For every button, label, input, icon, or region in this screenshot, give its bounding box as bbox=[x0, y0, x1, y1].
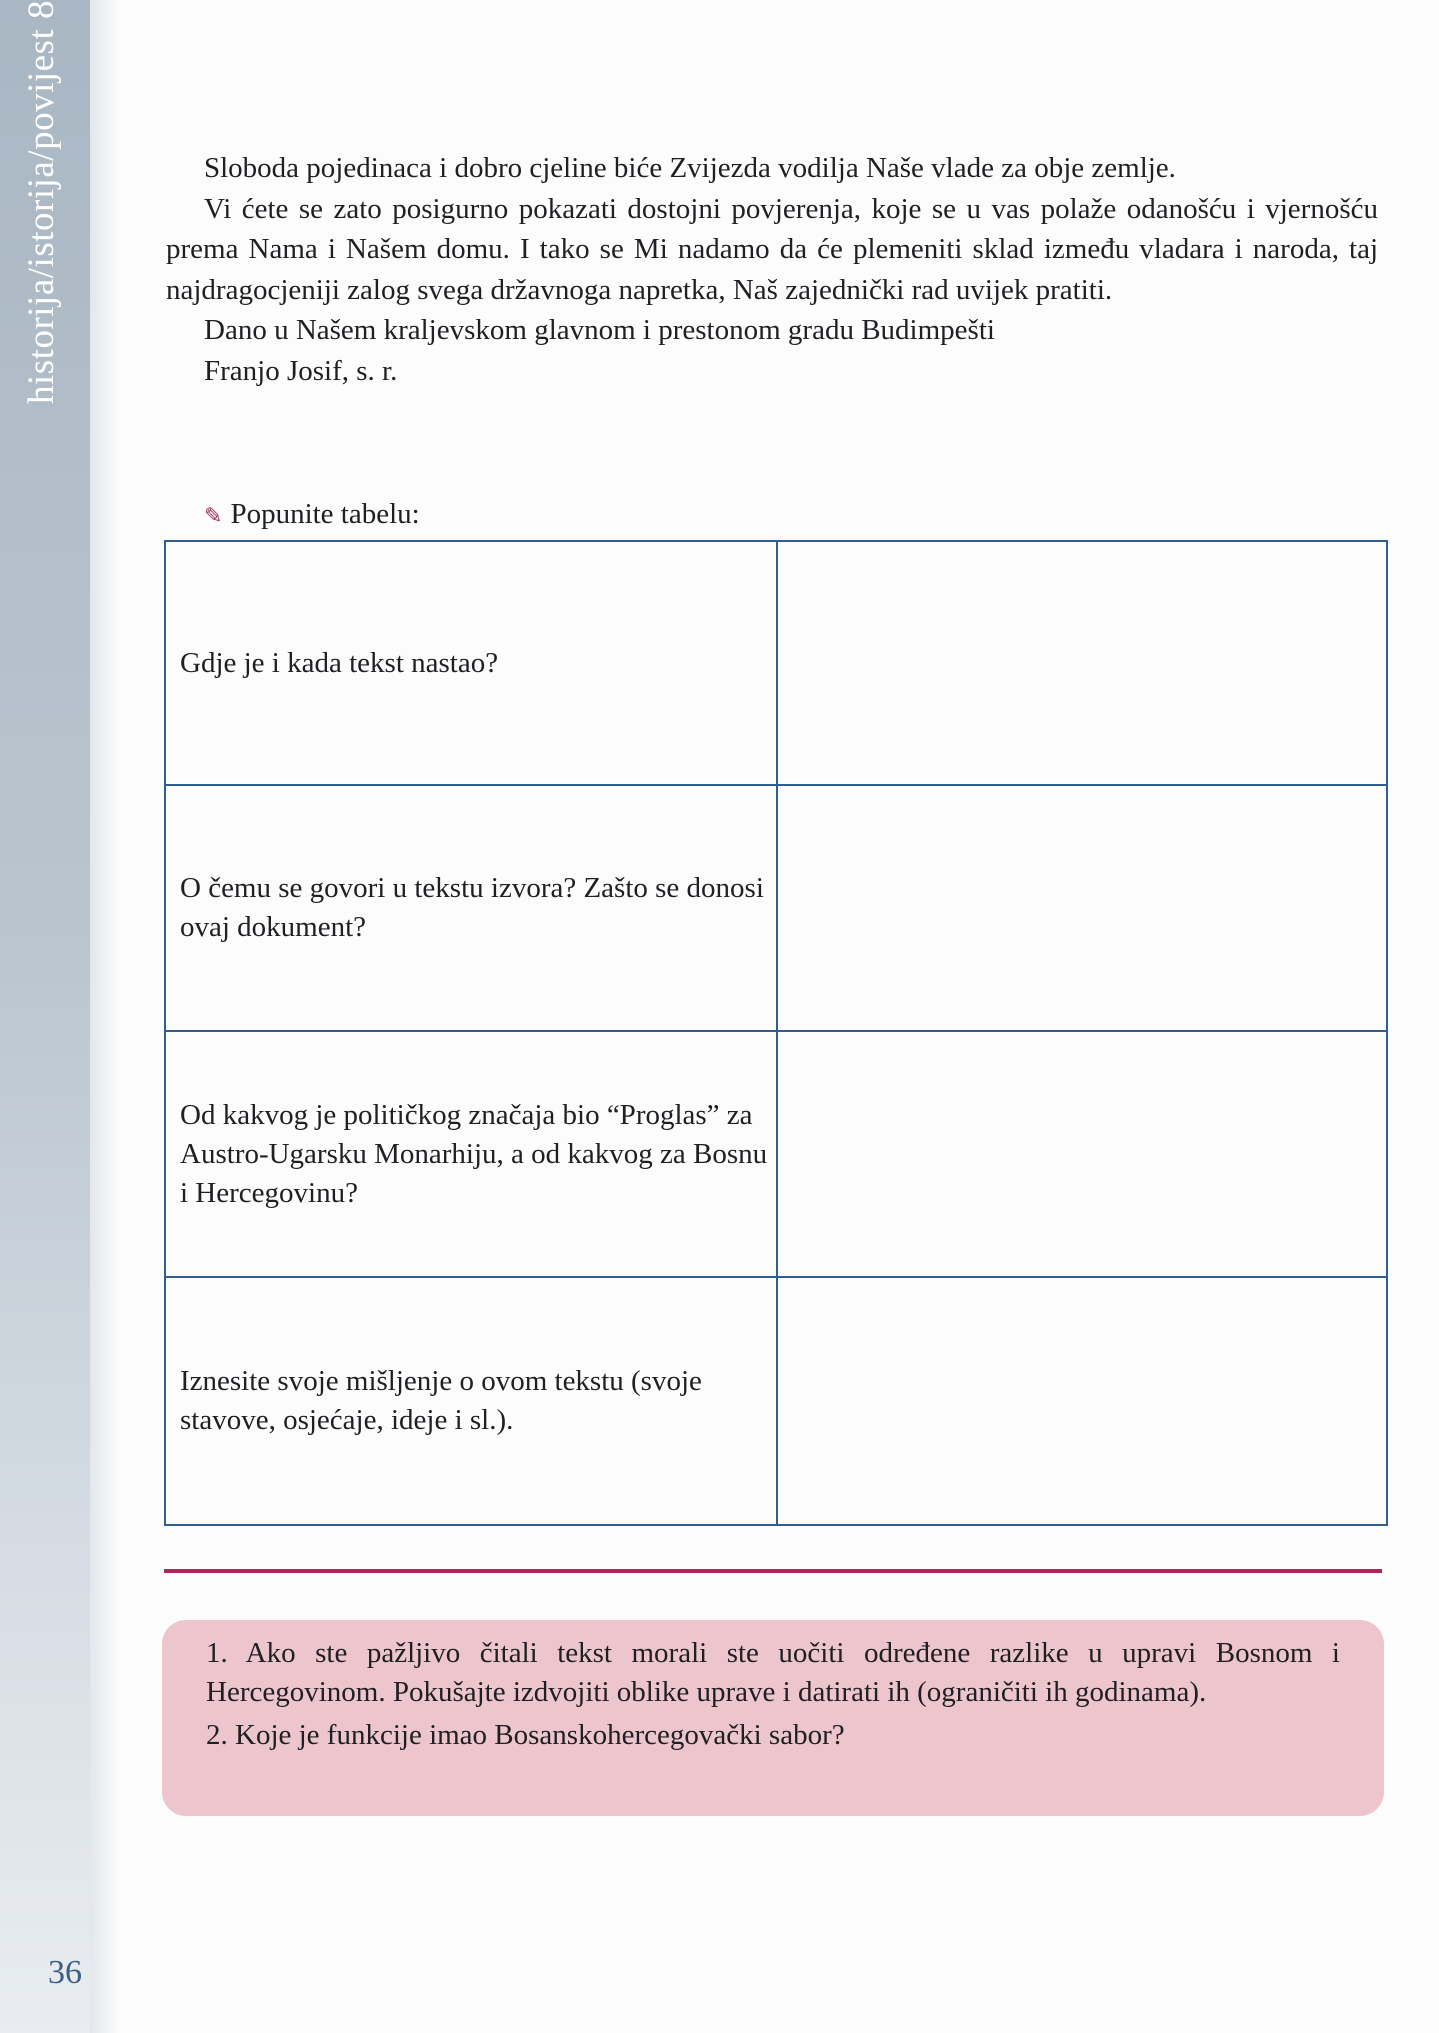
table-row bbox=[165, 1031, 1387, 1277]
table-instruction bbox=[204, 494, 420, 536]
answer-cell[interactable] bbox=[777, 1031, 1387, 1277]
instruction-label: Popunite tabelu: bbox=[230, 498, 420, 530]
question-cell: Gdje je i kada tekst nastao? bbox=[165, 541, 777, 785]
exercise-list bbox=[206, 1634, 1340, 1759]
exercise-item: 1. Ako ste pažljivo čitali tekst morali ste uočiti određene razlike u upravi Bosnom i Hercegovinom. Pokušajte izdvojiti oblike uprave i datirati ih (ograničiti ih godinama). bbox=[206, 1637, 1340, 1708]
page-number: 36 bbox=[48, 1954, 82, 1991]
table-row bbox=[165, 541, 1387, 785]
table-row bbox=[165, 1277, 1387, 1525]
answer-cell[interactable] bbox=[777, 1277, 1387, 1525]
pencil-icon: ✎ bbox=[204, 503, 223, 528]
source-signature: Franjo Josif, s. r. bbox=[204, 354, 398, 387]
table-row bbox=[165, 785, 1387, 1031]
source-dateline: Dano u Našem kraljevskom glavnom i prestonom gradu Budimpešti bbox=[204, 314, 995, 346]
source-text bbox=[166, 148, 1378, 391]
answer-cell[interactable] bbox=[777, 785, 1387, 1031]
question-cell: Od kakvog je političkog značaja bio “Proglas” za Austro-Ugarsku Monarhiju, a od kakvog za Bosnu i Hercegovinu? bbox=[165, 1031, 777, 1277]
source-paragraph-1: Sloboda pojedinaca i dobro cjeline biće Zvijezda vodilja Naše vlade za obje zemlje. bbox=[204, 152, 1176, 184]
answer-table bbox=[164, 540, 1388, 1526]
question-cell: Iznesite svoje mišljenje o ovom tekstu (svoje stavove, osjećaje, ideje i sl.). bbox=[165, 1277, 777, 1525]
section-divider bbox=[164, 1569, 1382, 1573]
exercise-item: 2. Koje je funkcije imao Bosanskohercegovački sabor? bbox=[206, 1719, 845, 1751]
side-title: historija/istorija/povijest 8 bbox=[21, 0, 62, 404]
source-paragraph-2: Vi ćete se zato posigurno pokazati dostojni povjerenja, koje se u vas polaže odanošću i vjernošću prema Nama i Našem domu. I tako se Mi nadamo da će plemeniti sklad između vladara i naroda, taj najdragocjeniji zalog svega državnoga napretka, Naš zajednički rad uvijek pratiti. bbox=[166, 192, 1378, 306]
question-cell: O čemu se govori u tekstu izvora? Zašto se donosi ovaj dokument? bbox=[165, 785, 777, 1031]
answer-cell[interactable] bbox=[777, 541, 1387, 785]
side-strip-fade bbox=[90, 0, 120, 2033]
